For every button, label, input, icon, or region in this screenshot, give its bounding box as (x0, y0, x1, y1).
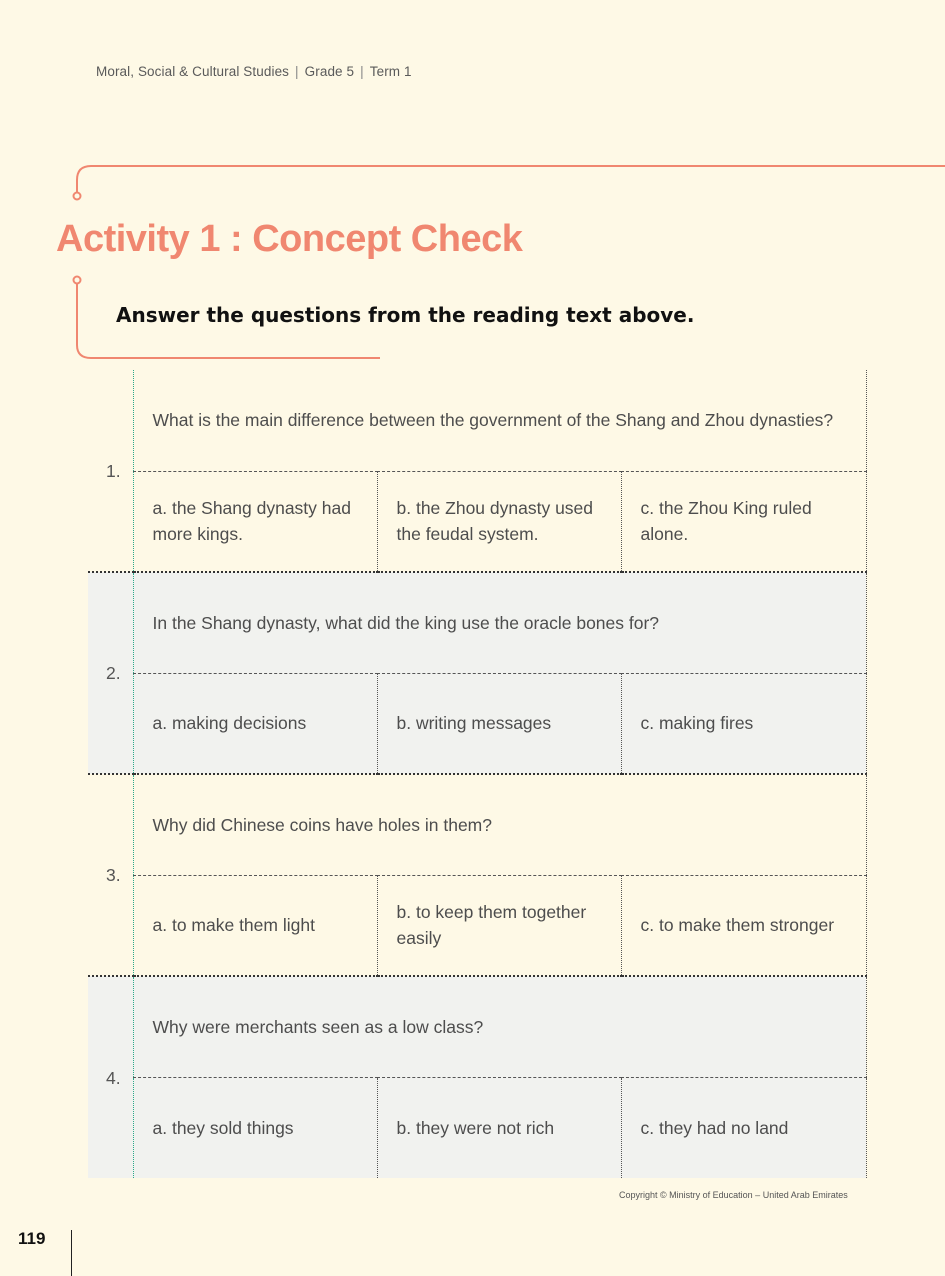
answer-option-b[interactable]: b. they were not rich (377, 1077, 621, 1178)
answer-option-b[interactable]: b. writing messages (377, 673, 621, 774)
answer-option-a[interactable]: a. the Shang dynasty had more kings. (133, 471, 377, 572)
question-text: What is the main difference between the government of the Shang and Zhou dynasties? (133, 370, 866, 471)
question-number: 3. (88, 774, 133, 976)
answer-option-b[interactable]: b. the Zhou dynasty used the feudal system. (377, 471, 621, 572)
bottom-frame-dot (74, 277, 81, 284)
header-separator: | (360, 64, 364, 79)
subject-label: Moral, Social & Cultural Studies (96, 64, 290, 79)
answer-option-a[interactable]: a. making decisions (133, 673, 377, 774)
answer-option-b[interactable]: b. to keep them together easily (377, 875, 621, 976)
question-row (88, 774, 866, 875)
answer-option-c[interactable]: c. making fires (621, 673, 866, 774)
activity-instruction: Answer the questions from the reading text above. (116, 303, 695, 327)
question-number: 4. (88, 976, 133, 1178)
top-frame-dot (74, 193, 81, 200)
question-number: 1. (88, 370, 133, 572)
activity-title: Activity 1 : Concept Check (56, 218, 523, 260)
answer-row (88, 471, 866, 572)
question-number: 2. (88, 572, 133, 774)
concept-check-table (88, 370, 867, 1178)
question-text: Why were merchants seen as a low class? (133, 976, 866, 1077)
answer-option-c[interactable]: c. they had no land (621, 1077, 866, 1178)
question-text: In the Shang dynasty, what did the king use the oracle bones for? (133, 572, 866, 673)
answer-option-c[interactable]: c. to make them stronger (621, 875, 866, 976)
term-label: Term 1 (369, 64, 412, 79)
question-row (88, 370, 866, 471)
answer-option-a[interactable]: a. they sold things (133, 1077, 377, 1178)
answer-row (88, 875, 866, 976)
top-frame-line (77, 166, 945, 192)
grade-label: Grade 5 (304, 64, 355, 79)
question-text: Why did Chinese coins have holes in them? (133, 774, 866, 875)
question-row (88, 976, 866, 1077)
answer-option-c[interactable]: c. the Zhou King ruled alone. (621, 471, 866, 572)
answer-row (88, 673, 866, 774)
copyright-notice: Copyright © Ministry of Education – United Arab Emirates (619, 1190, 848, 1200)
question-row (88, 572, 866, 673)
page-number-divider (71, 1230, 72, 1276)
page-number: 119 (18, 1229, 46, 1248)
answer-option-a[interactable]: a. to make them light (133, 875, 377, 976)
header-separator: | (295, 64, 299, 79)
answer-row (88, 1077, 866, 1178)
